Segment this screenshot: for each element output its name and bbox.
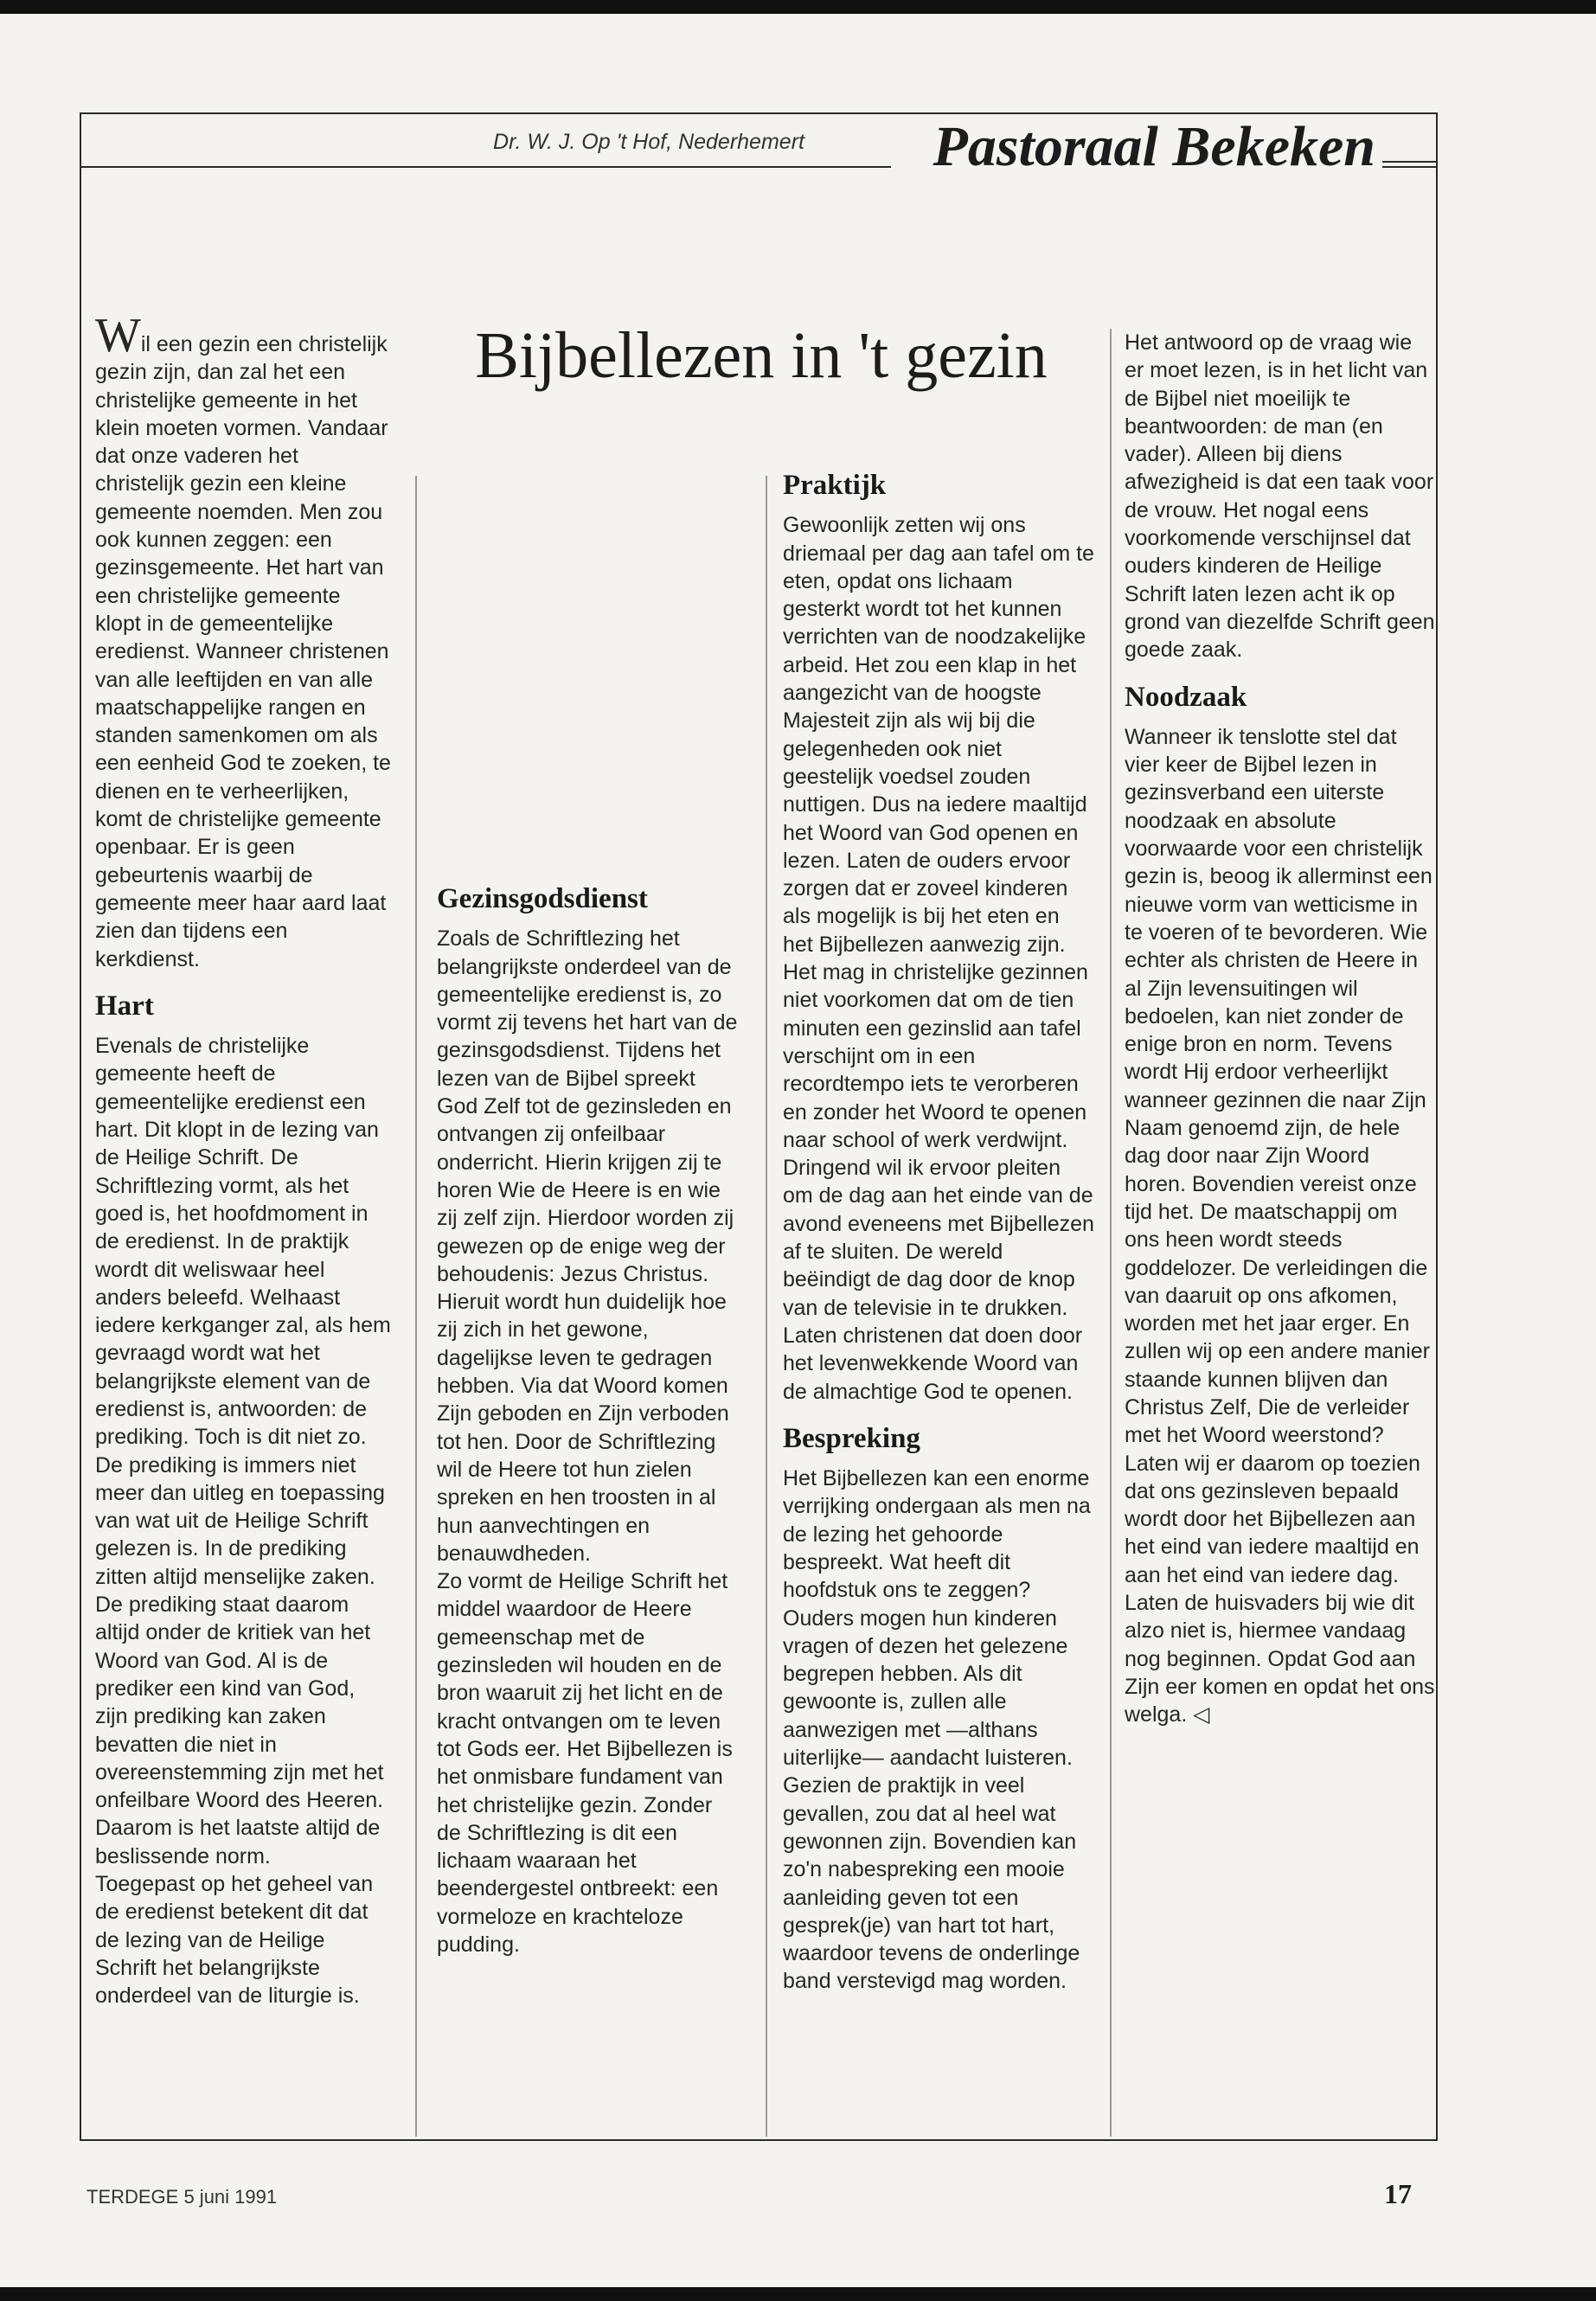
paragraph: Het Bijbellezen kan een enorme verrijking ondergaan als men na de lezing het gehoorde bespreekt. Wat heeft dit hoofdstuk ons te zeggen? Ouders mogen hun kinderen vragen of dezen het gelezene begrepen hebben. Als dit gewoonte is, zullen alle aanwezigen met —althans uiterlijke— aandacht luisteren. Gezien de praktijk in veel gevallen, zou dat al heel wat gewonnen zijn. Bovendien kan zo'n nabespreking een mooie aanleiding geven tot een gesprek(je) van hart tot hart, waardoor tevens de onderlinge band verstevigd mag worden.	[783, 1466, 1091, 1994]
intro-paragraph: Wil een gezin een christelijk gezin zijn, dan zal het een christelijke gemeente in het klein moeten vormen. Vandaar dat onze vaderen het christelijk gezin een kleine gemeente noemden. Men zou ook kunnen zeggen: een gezinsgemeente. Het hart van een christelijke gemeente klopt in de gemeentelijke eredienst. Wanneer christenen van alle leeftijden en van alle maatschappelijke rangen en standen samenkomen om als een eenheid God te zoeken, te dienen en te verheerlijken, komt de christelijke gemeente openbaar. Er is geen gebeurtenis waarbij de gemeente meer haar aard laat zien dan tijdens een kerkdienst.	[95, 309, 391, 971]
paragraph: Zo vormt de Heilige Schrift het middel waardoor de Heere gemeenschap met de gezinsleden wil houden en de bron waaruit zij het licht en de kracht ontvangen om te leven tot Gods eer. Het Bijbellezen is het onmisbare fundament van het christelijke gezin. Zonder de Schriftlezing is dit een lichaam waaraan het beendergestel ontbreekt: een vormeloze en krachteloze pudding.	[437, 1569, 733, 1957]
column-4	[1125, 329, 1436, 1729]
heading-hart: Hart	[95, 990, 154, 1022]
paragraph: Zoals de Schriftlezing het belangrijkste onderdeel van de gemeentelijke eredienst is, zo vormt zij tevens het hart van de gezinsgodsdienst. Tijdens het lezen van de Bijbel spreekt God Zelf tot de gezinsleden en ontvangen zij onfeilbaar onderricht. Hierin krijgen zij te horen Wie de Heere is en wie zij zelf zijn. Hierdoor worden zij gewezen op de enige weg der behoudenis: Jezus Christus. Hieruit wordt hun duidelijk hoe zij zich in het gewone, dagelijkse leven te gedragen hebben. Via dat Woord komen Zijn geboden en Zijn verboden tot hen. Door de Schriftlezing wil de Heere tot hun zielen spreken en hen troosten in al hun aanvechtingen en benauwdheden.	[437, 926, 738, 1566]
heading-bespreking: Bespreking	[783, 1422, 920, 1454]
heading-noodzaak: Noodzaak	[1125, 681, 1247, 713]
publication-footer: TERDEGE 5 juni 1991	[87, 2186, 278, 2208]
scan-top-edge	[0, 0, 1596, 14]
author-byline: Dr. W. J. Op 't Hof, Nederhemert	[493, 130, 804, 154]
page-number: 17	[1384, 2178, 1412, 2209]
column-divider	[1110, 329, 1112, 2137]
column-3	[783, 471, 1094, 1996]
column-1	[95, 309, 391, 2010]
heading-praktijk: Praktijk	[783, 470, 887, 501]
column-divider	[766, 476, 767, 2137]
paragraph: Evenals de christelijke gemeente heeft de gemeentelijke eredienst een hart. Dit klopt in de lezing van de Heilige Schrift. De Schriftlezing vormt, als het goed is, het hoofdmoment in de eredienst. In de praktijk wordt dit weliswaar heel anders beleefd. Welhaast iedere kerkganger zal, als hem gevraagd wordt wat het belangrijkste element van de eredienst is, antwoorden: de prediking. Toch is dit niet zo. De prediking is immers niet meer dan uitleg en toepassing van wat uit de Heilige Schrift gelezen is. In de prediking zitten altijd menselijke zaken. De prediking staat daarom altijd onder de kritiek van het Woord van God. Al is de prediker een kind van God, zijn prediking kan zaken bevatten die niet in overeenstemming zijn met het onfeilbare Woord des Heeren. Daarom is het laatste altijd de beslissende norm.	[95, 1034, 391, 1868]
paragraph: Laten wij er daarom op toezien dat ons gezinsleven bepaald wordt door het Bijbellezen aan het eind van iedere maaltijd en aan het eind van iedere dag. Laten de huisvaders bij wie dit alzo niet is, hiermee vandaag nog beginnen. Opdat God aan Zijn eer komen en opdat het ons welga. ◁	[1125, 1451, 1435, 1727]
column-2	[437, 471, 740, 1958]
heading-gezinsgodsdienst: Gezinsgodsdienst	[437, 883, 648, 914]
article-title: Bijbellezen in 't gezin	[475, 319, 1048, 392]
paragraph: Het antwoord op de vraag wie er moet lezen, is in het licht van de Bijbel niet moeilijk te beantwoorden: de man (en vader). Alleen bij diens afwezigheid is dat een taak voor de vrouw. Het nogal eens voorkomende verschijnsel dat ouders kinderen de Heilige Schrift laten lezen acht ik op grond van diezelfde Schrift geen goede zaak.	[1125, 330, 1435, 663]
paragraph: Toegepast op het geheel van de eredienst betekent dit dat de lezing van de Heilige Schrift het belangrijkste onderdeel van de liturgie is.	[95, 1872, 374, 2009]
paragraph: Wanneer ik tenslotte stel dat vier keer de Bijbel lezen in gezinsverband een uiterste noodzaak en absolute voorwaarde voor een christelijk gezin is, beoog ik allerminst een nieuwe vorm van wetticisme in te voeren of te bevorderen. Wie echter als christen de Heere in al Zijn levensuitingen wil bedoelen, kan niet zonder de enige bron en norm. Tevens wordt Hij erdoor verheerlijkt wanneer gezinnen die naar Zijn Naam genoemd zijn, de hele dag door naar Zijn Woord horen. Bovendien vereist onze tijd het. De maatschappij om ons heen wordt steeds goddelozer. De verleidingen die van daaruit op ons afkomen, worden met het jaar erger. En zullen wij op een andere manier staande kunnen blijven dan Christus Zelf, Die de verleider met het Woord weerstond?	[1125, 724, 1433, 1448]
drop-cap: W	[95, 309, 141, 362]
column-divider	[415, 476, 417, 2137]
paragraph: Gewoonlijk zetten wij ons driemaal per dag aan tafel om te eten, opdat ons lichaam gesterkt wordt tot het kunnen verrichten van de noodzakelijke arbeid. Het zou een klap in het aangezicht van de hoogste Majesteit zijn als wij bij die gelegenheden ook niet geestelijk voedsel zouden nuttigen. Dus na iedere maaltijd het Woord van God openen en lezen. Laten de ouders ervoor zorgen dat er zoveel kinderen als mogelijk is bij het eten en het Bijbellezen aanwezig zijn. Het mag in christelijke gezinnen niet voorkomen dat om de tien minuten een gezinslid aan tafel verschijnt om in een recordtempo iets te verorberen en zonder het Woord te openen naar school of werk verdwijnt. Dringend wil ik ervoor pleiten om de dag aan het einde van de avond eveneens met Bijbellezen af te sluiten. De wereld beëindigt de dag door de knop van de televisie in te drukken. Laten christenen dat doen door het levenwekkende Woord van de almachtige God te openen.	[783, 513, 1094, 1404]
section-title: Pastoraal Bekeken	[891, 114, 1382, 180]
scan-bottom-edge	[0, 2287, 1596, 2301]
